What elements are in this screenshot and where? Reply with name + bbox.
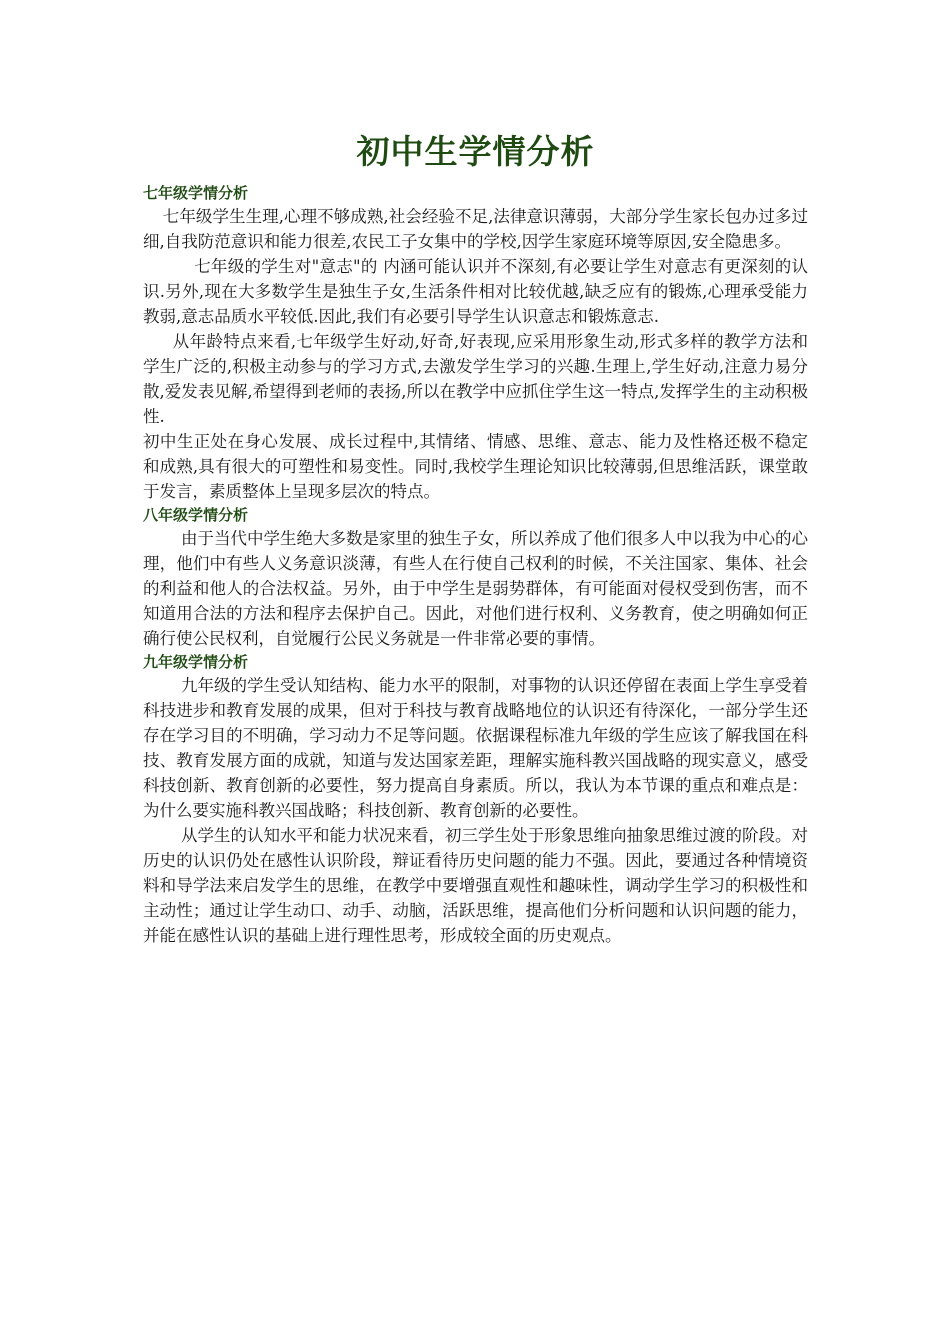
paragraph: 从年龄特点来看,七年级学生好动,好奇,好表现,应采用形象生动,形式多样的教学方法和学生广泛的,积极主动参与的学习方式,去激发学生学习的兴趣.生理上,学生好动,注意力易分散,爱发表见解,希望得到老师的表扬,所以在教学中应抓住学生这一特点,发挥学生的主动积极性. <box>143 332 808 426</box>
section-heading: 九年级学情分析 <box>143 653 249 671</box>
paragraph: 七年级学生生理,心理不够成熟,社会经验不足,法律意识薄弱，大部分学生家长包办过多过细,自我防范意识和能力很差,农民工子女集中的学校,因学生家庭环境等原因,安全隐患多。 <box>143 207 808 251</box>
document-page <box>143 120 808 948</box>
section-grade8 <box>143 504 808 651</box>
paragraph: 七年级的学生对"意志"的 内涵可能认识并不深刻,有必要让学生对意志有更深刻的认识.另外,现在大多数学生是独生子女,生活条件相对比较优越,缺乏应有的锻炼,心理承受能力教弱,意志品质水平较低.因此,我们有必要引导学生认识意志和锻炼意志. <box>143 257 808 326</box>
paragraph: 初中生正处在身心发展、成长过程中,其情绪、情感、思维、意志、能力及性格还极不稳定和成熟,具有很大的可塑性和易变性。同时,我校学生理论知识比较薄弱,但思维活跃，课堂敢于发言，素质整体上呈现多层次的特点。 <box>143 432 808 501</box>
paragraph: 九年级的学生受认知结构、能力水平的限制，对事物的认识还停留在表面上学生享受着科技进步和教育发展的成果，但对于科技与教育战略地位的认识还有待深化，一部分学生还存在学习目的不明确，学习动力不足等问题。依据课程标准九年级的学生应该了解我国在科技、教育发展方面的成就，知道与发达国家差距，理解实施科教兴国战略的现实意义，感受科技创新、教育创新的必要性，努力提高自身素质。所以，我认为本节课的重点和难点是：为什么要实施科教兴国战略；科技创新、教育创新的必要性。 <box>143 676 808 820</box>
document-title: 初中生学情分析 <box>356 132 595 171</box>
section-heading: 八年级学情分析 <box>143 506 249 524</box>
paragraph: 由于当代中学生绝大多数是家里的独生子女，所以养成了他们很多人中以我为中心的心理，他们中有些人义务意识淡薄，有些人在行使自己权利的时候，不关注国家、集体、社会的利益和他人的合法权益。另外，由于中学生是弱势群体，有可能面对侵权受到伤害，而不知道用合法的方法和程序去保护自己。因此，对他们进行权利、义务教育，使之明确如何正确行使公民权利，自觉履行公民义务就是一件非常必要的事情。 <box>143 529 808 648</box>
section-grade7 <box>143 182 808 504</box>
paragraph: 从学生的认知水平和能力状况来看，初三学生处于形象思维向抽象思维过渡的阶段。对历史的认识仍处在感性认识阶段，辩证看待历史问题的能力不强。因此，要通过各种情境资料和导学法来启发学生的思维，在教学中要增强直观性和趣味性，调动学生学习的积极性和主动性；通过让学生动口、动手、动脑，活跃思维，提高他们分析问题和认识问题的能力，并能在感性认识的基础上进行理性思考，形成较全面的历史观点。 <box>143 826 808 945</box>
section-grade9 <box>143 651 808 948</box>
section-heading: 七年级学情分析 <box>143 184 249 202</box>
